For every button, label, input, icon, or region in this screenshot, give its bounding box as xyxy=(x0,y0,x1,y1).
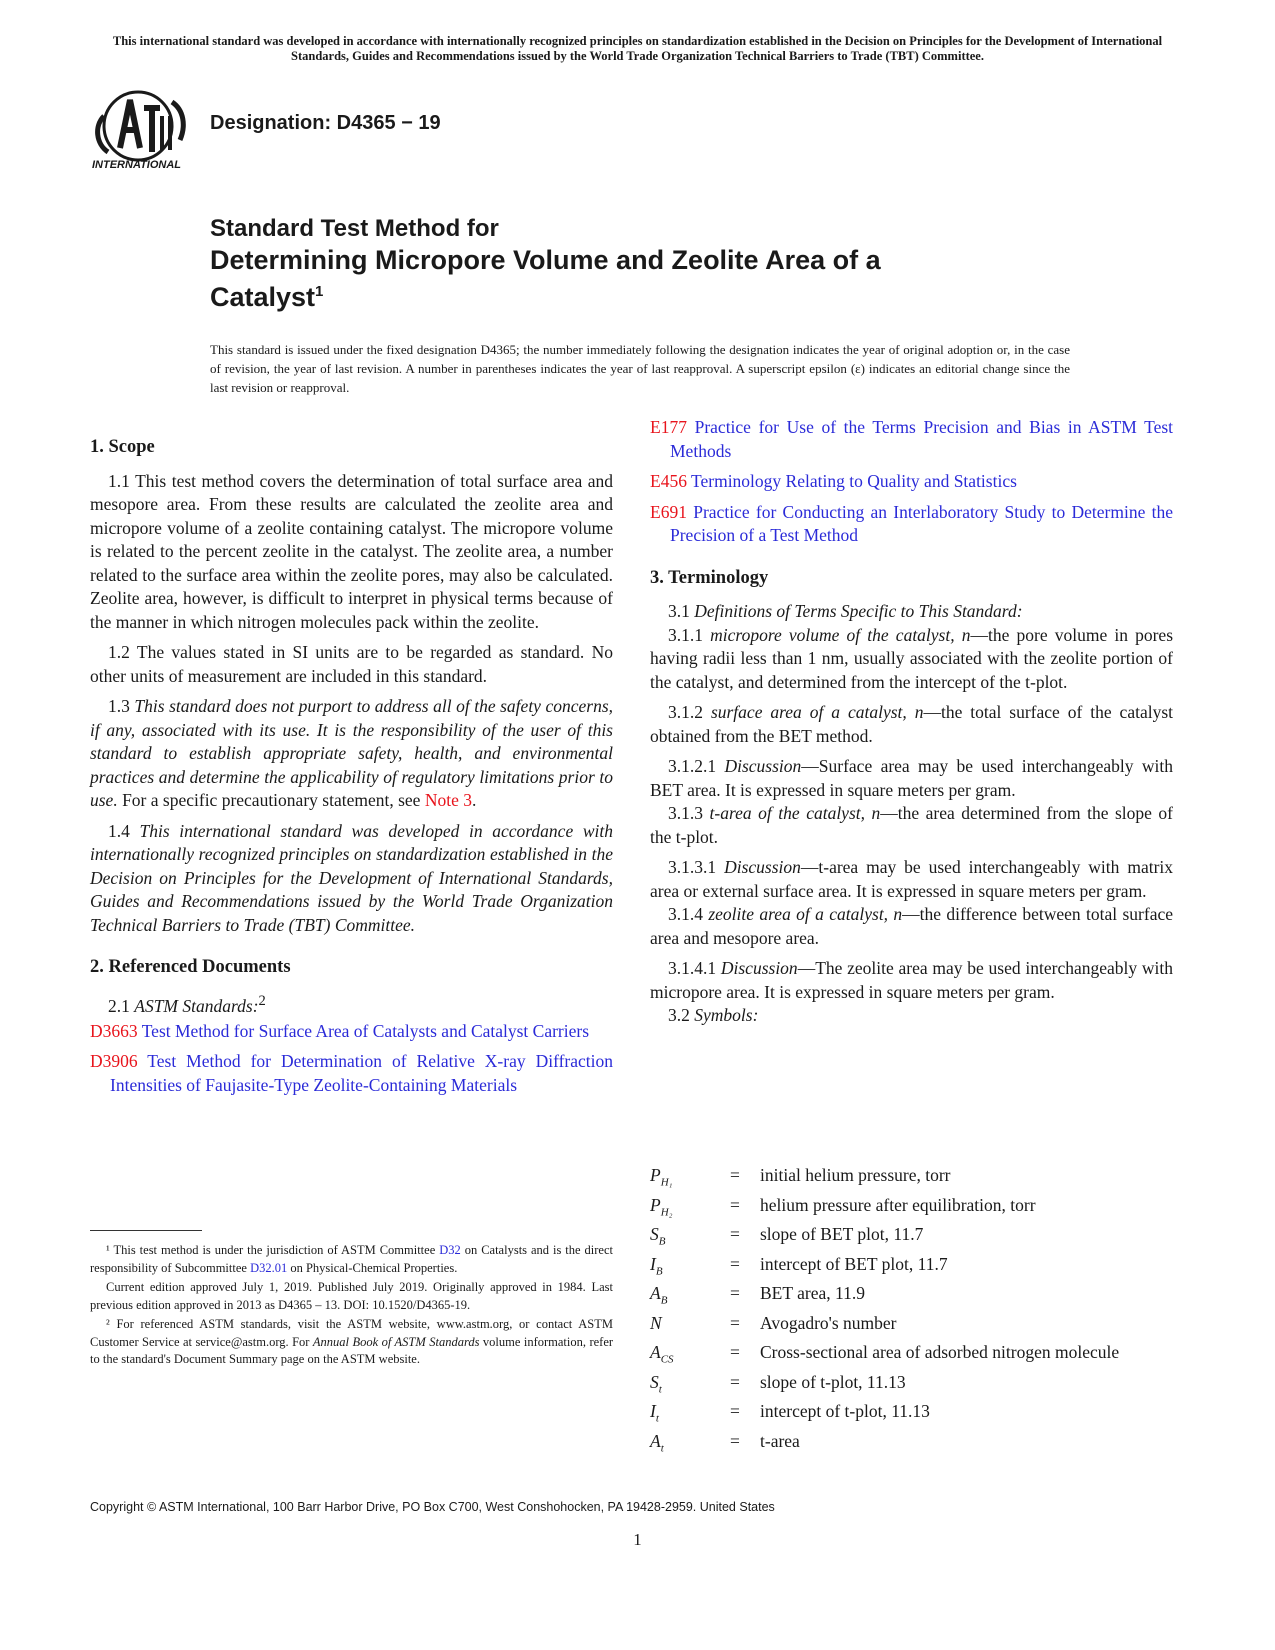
footnote-1-edition: Current edition approved July 1, 2019. Published July 2019. Originally approved in 1984. Last previous edition approved in 2013 as D4365 – 13. DOI: 10.1520/D4365-19. xyxy=(90,1280,613,1312)
symbol-row: $P_{H_1}$ = initial helium pressure, torr xyxy=(650,1165,951,1189)
term-3-1-4-1: 3.1.4.1 Discussion—The zeolite area may be used interchangeably with micropore area. It is expressed in square meters per gram. xyxy=(650,958,1173,1002)
d32-link[interactable]: D32 xyxy=(439,1243,461,1257)
symbol-row: $I_t$ = intercept of t-plot, 11.13 xyxy=(650,1401,930,1425)
note-3-link[interactable]: Note 3 xyxy=(424,790,472,810)
symbol-row: $S_B$ = slope of BET plot, 11.7 xyxy=(650,1224,924,1248)
right-column xyxy=(650,417,1174,1035)
footnote-rule xyxy=(90,1230,202,1231)
title-line-1: Standard Test Method for xyxy=(210,215,499,242)
symbol-row: $S_t$ = slope of t-plot, 11.13 xyxy=(650,1371,906,1395)
document-title xyxy=(210,214,1160,313)
ref-d3663[interactable]: D3663 Test Method for Surface Area of Catalysts and Catalyst Carriers xyxy=(90,1020,590,1041)
term-3-1-1: 3.1.1 micropore volume of the catalyst, n—the pore volume in pores having radii less than 1 nm, usually associated with the zeolite portion of the catalyst, and determined from the intercept of the t-plot. xyxy=(650,624,1174,692)
scope-1-1: 1.1 This test method covers the determination of total surface area and mesopore area. From these results are calculated the zeolite area and micropore volume of a zeolite containing catalyst. The micropore volume is related to the percent zeolite in the catalyst. The zeolite area, a number related to the surface area within the zeolite pores, may also be calculated. Zeolite area, however, is difficult to interpret in physical terms because of the manner in which nitrogen molecules pack within the zeolite. xyxy=(90,470,613,632)
symbol-row: N = Avogadro's number xyxy=(650,1312,897,1333)
scope-heading: 1. Scope xyxy=(90,437,155,457)
symbol-row: $I_B$ = intercept of BET plot, 11.7 xyxy=(650,1253,948,1277)
ref-e177[interactable]: E177 Practice for Use of the Terms Precision and Bias in ASTM Test Methods xyxy=(650,417,1174,461)
term-3-1-4: 3.1.4 zeolite area of a catalyst, n—the difference between total surface area and mesopore area. xyxy=(650,904,1173,948)
term-3-1-3-1: 3.1.3.1 Discussion—t-area may be used interchangeably with matrix area or external surface area. It is expressed in square meters per gram. xyxy=(650,857,1174,901)
title-line-3: Catalyst$^1$ xyxy=(210,282,324,312)
footnotes xyxy=(90,1242,613,1371)
scope-1-3: 1.3 This standard does not purport to address all of the safety concerns, if any, associated with its use. It is the responsibility of the user of this standard to establish appropriate safety, health, and environmental practices and determine the applicability of regulatory limitations prior to use. For a specific precautionary statement, see Note 3. xyxy=(90,696,614,810)
symbols-list xyxy=(650,1164,1173,1459)
scope-1-2: 1.2 The values stated in SI units are to be regarded as standard. No other units of measurement are included in this standard. xyxy=(90,642,613,686)
term-3-1-3: 3.1.3 t-area of the catalyst, n—the area determined from the slope of the t-plot. xyxy=(650,803,1174,847)
copyright: Copyright © ASTM International, 100 Barr Harbor Drive, PO Box C700, West Conshohocken, PA 19428-2959. United States xyxy=(90,1500,775,1514)
svg-text:INTERNATIONAL: INTERNATIONAL xyxy=(92,159,182,171)
ref-e456[interactable]: E456 Terminology Relating to Quality and Statistics xyxy=(650,471,1017,491)
designation: Designation: D4365 − 19 xyxy=(210,112,441,134)
referenced-documents-heading: 2. Referenced Documents xyxy=(90,957,291,977)
left-column xyxy=(90,436,613,1104)
footnote-1: ¹ This test method is under the jurisdiction of ASTM Committee D32 on Catalysts and is the direct responsibility of Subcommittee D32.01 on Physical-Chemical Properties. xyxy=(90,1243,614,1275)
ref-d3906[interactable]: D3906 Test Method for Determination of Relative X-ray Diffraction Intensities of Faujasite-Type Zeolite-Containing Materials xyxy=(90,1051,613,1095)
symbol-row: $A_{CS}$ = Cross-sectional area of adsorbed nitrogen molecule xyxy=(650,1342,1120,1366)
symbol-row: $A_t$ = t-area xyxy=(650,1430,800,1454)
term-3-1-2: 3.1.2 surface area of a catalyst, n—the total surface of the catalyst obtained from the BET method. xyxy=(650,702,1174,746)
page-number: 1 xyxy=(633,1530,642,1549)
term-3-1: 3.1 Definitions of Terms Specific to This Standard: xyxy=(668,601,1023,621)
terminology-heading: 3. Terminology xyxy=(650,567,769,588)
standards-notice: This international standard was developed in accordance with internationally recognized principles on standardization established in the Decision on Principles for the Development of International Standards, Guides and Recommendations issued by the World Trade Organization Technical Barriers to Trade (TBT) Committee. xyxy=(112,34,1163,63)
d32-01-link[interactable]: D32.01 xyxy=(250,1260,288,1275)
astm-standards-label: 2.1 ASTM Standards:$^2$ xyxy=(108,992,266,1016)
title-line-2: Determining Micropore Volume and Zeolite Area of a xyxy=(210,245,881,275)
symbol-row: $P_{H_2}$ = helium pressure after equilibration, torr xyxy=(650,1194,1036,1218)
scope-1-4: 1.4 This international standard was developed in accordance with internationally recognized principles on standardization established in the Decision on Principles for the Development of International Standards, Guides and Recommendations issued by the World Trade Organization Technical Barriers to Trade (TBT) Committee. xyxy=(90,820,614,935)
issuance-statement: This standard is issued under the fixed designation D4365; the number immediately following the designation indicates the year of original adoption or, in the case of revision, the year of last revision. A number in parentheses indicates the year of last reapproval. A superscript epsilon (ε) indicates an editorial change since the last revision or reapproval. xyxy=(210,342,1070,395)
ref-e691[interactable]: E691 Practice for Conducting an Interlaboratory Study to Determine the Precision of a Test Method xyxy=(650,501,1173,545)
footnote-2: ² For referenced ASTM standards, visit the ASTM website, www.astm.org, or contact ASTM Customer Service at service@astm.org. For Annual Book of ASTM Standards volume information, refer to the standard's Document Summary page on the ASTM website. xyxy=(90,1317,614,1366)
symbol-row: $A_B$ = BET area, 11.9 xyxy=(650,1283,865,1307)
symbols-label: 3.2 Symbols: xyxy=(668,1005,759,1025)
astm-logo xyxy=(90,86,200,184)
term-3-1-2-1: 3.1.2.1 Discussion—Surface area may be used interchangeably with BET area. It is expressed in square meters per gram. xyxy=(650,756,1173,800)
